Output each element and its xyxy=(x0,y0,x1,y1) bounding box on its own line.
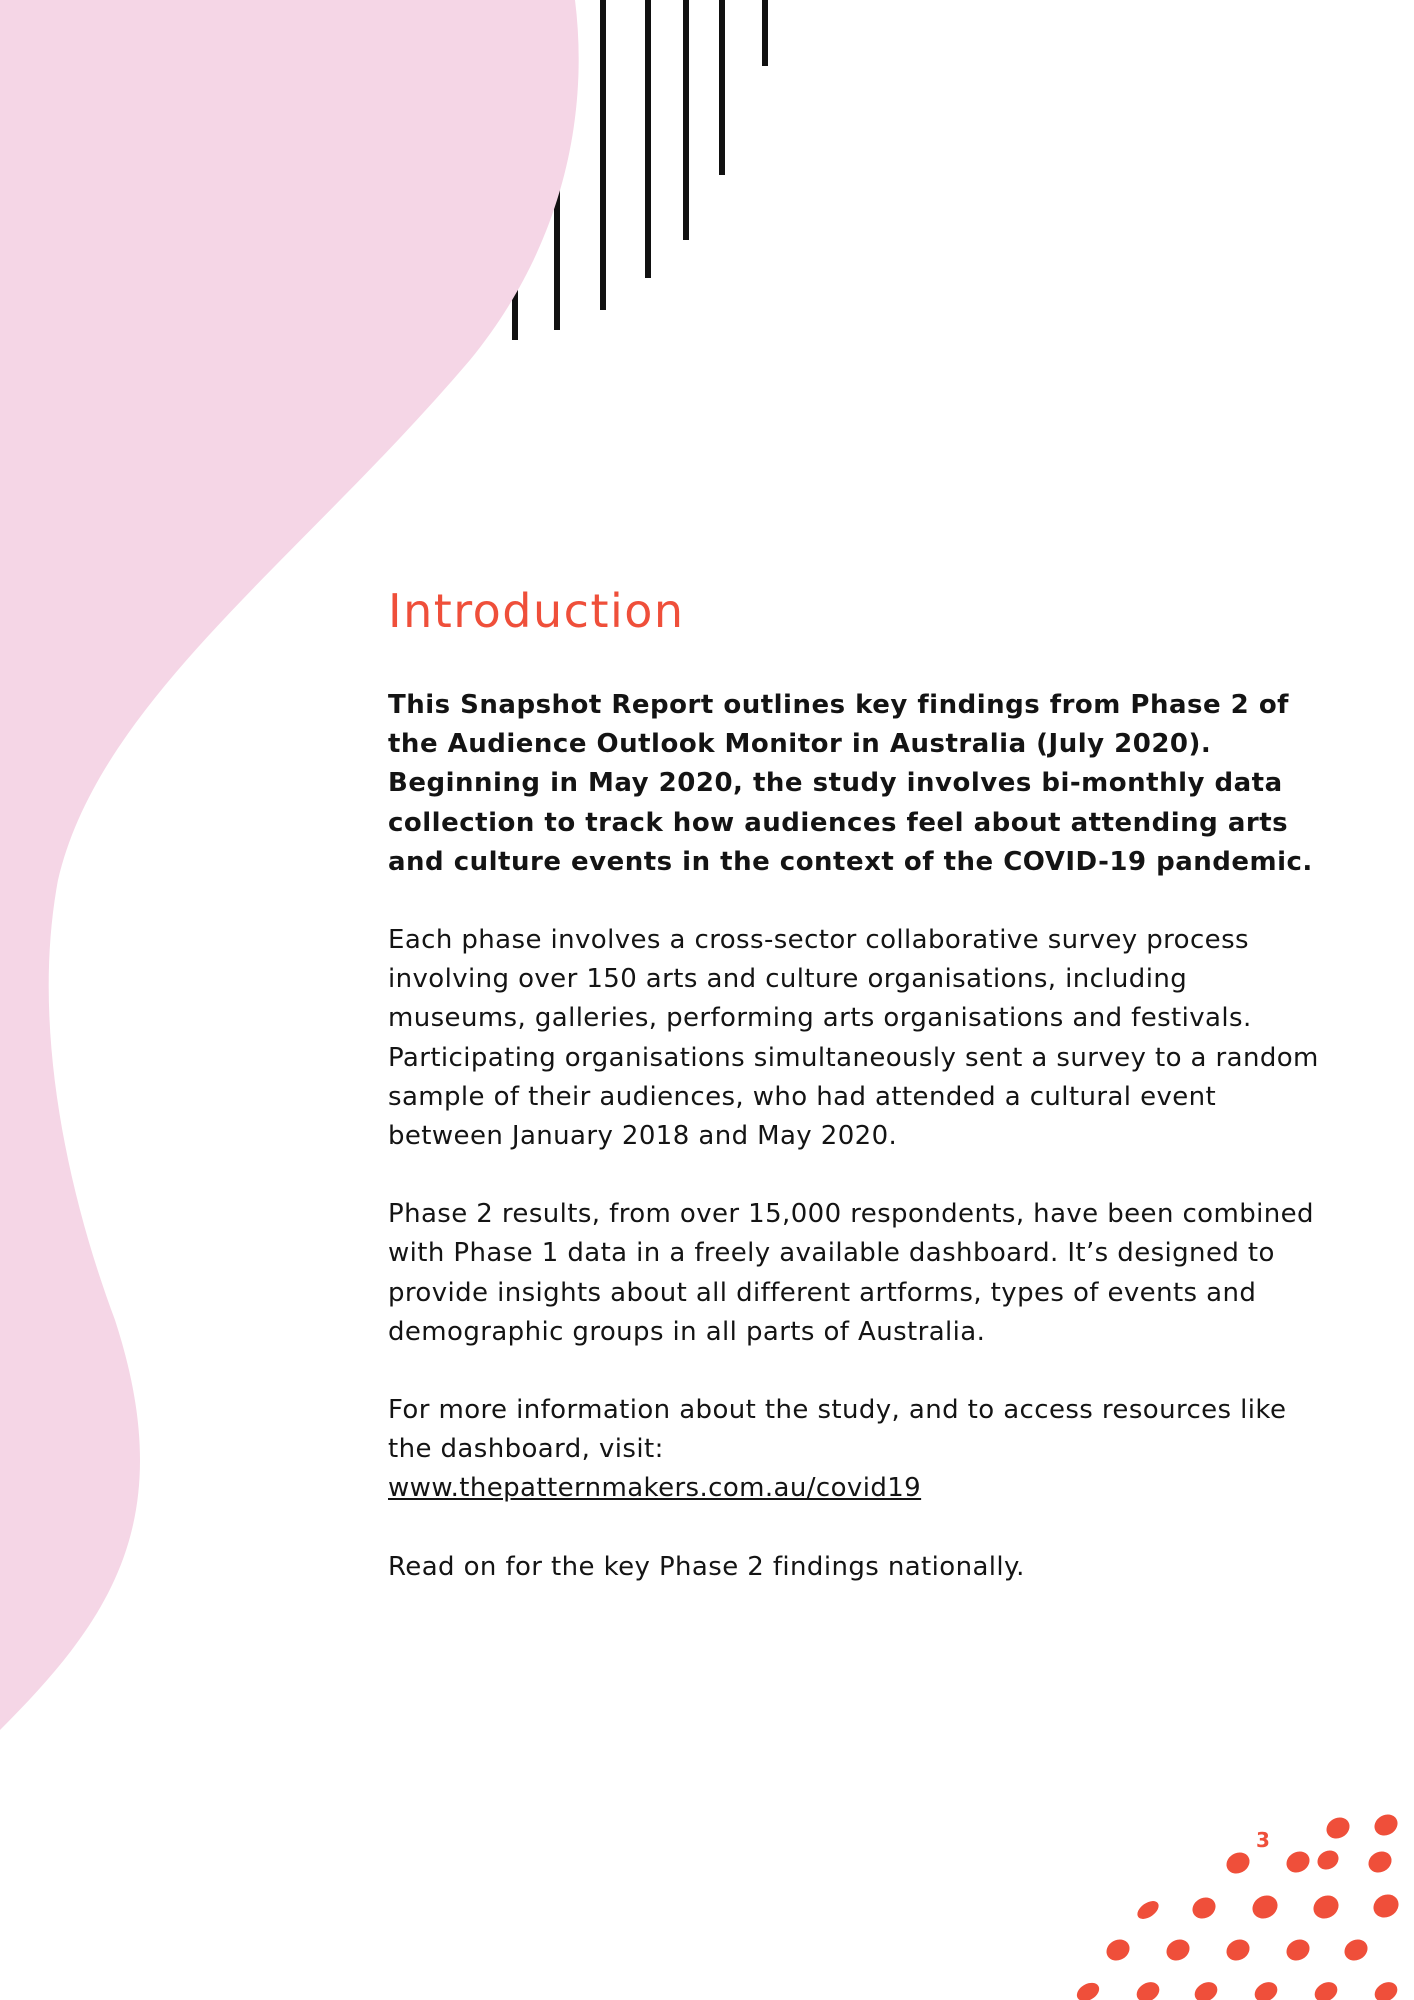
page-title: Introduction xyxy=(388,584,685,638)
lead-paragraph: This Snapshot Report outlines key findings from Phase 2 of the Audience Outlook Monitor in Australia (July 2020). Beginning in May 2020, the study involves bi-monthly data collection to track how audiences feel about attending arts and culture events in the context of the COVID-19 pandemic. xyxy=(388,690,1313,877)
patternmakers-link[interactable]: www.thepatternmakers.com.au/covid19 xyxy=(388,1473,922,1504)
introduction-section xyxy=(388,578,1328,1626)
more-info-paragraph xyxy=(388,1391,1328,1509)
red-dot-pattern xyxy=(1074,1810,1403,2000)
methodology-paragraph: Each phase involves a cross-sector collaborative survey process involving over 150 arts and culture organisations, including museums, galleries, performing arts organisations and festivals. Participating organisations simultaneously sent a survey to a random sample of their audiences, who had attended a cultural event between January 2018 and May 2020. xyxy=(388,925,1319,1152)
more-info-text: For more information about the study, and to access resources like the dashboard, visit: xyxy=(388,1395,1287,1465)
page-number: 3 xyxy=(1256,1828,1270,1852)
closing-paragraph: Read on for the key Phase 2 findings nationally. xyxy=(388,1551,1025,1582)
results-paragraph: Phase 2 results, from over 15,000 respondents, have been combined with Phase 1 data in a freely available dashboard. It’s designed to provide insights about all different artforms, types of events and demographic groups in all parts of Australia. xyxy=(388,1199,1314,1347)
